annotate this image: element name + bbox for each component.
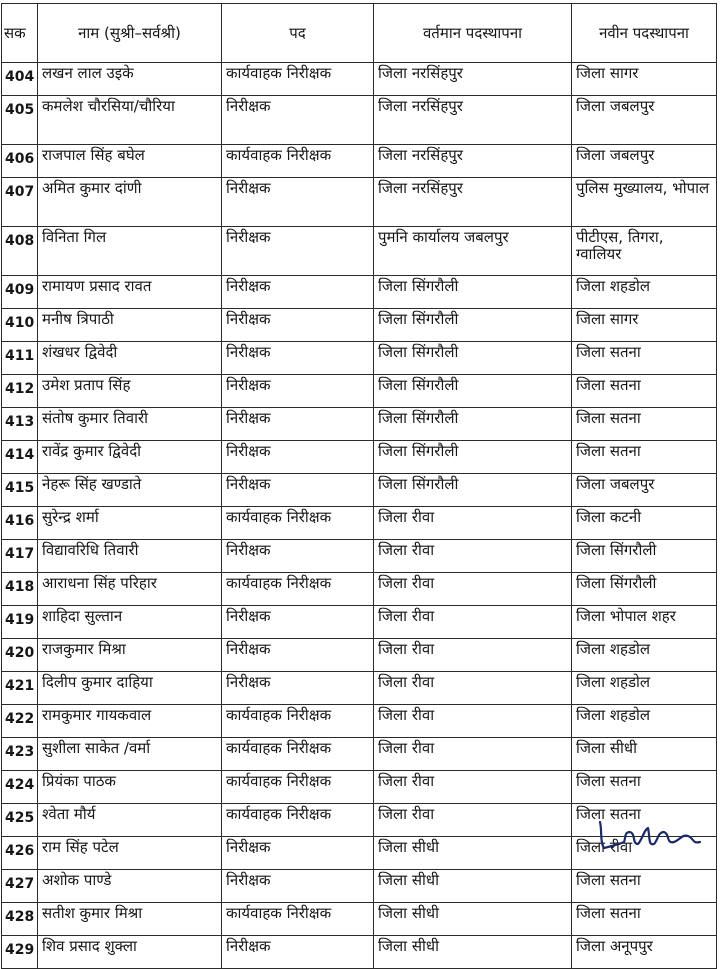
current-posting-cell: जिला सिंगरौली bbox=[374, 276, 572, 309]
table-row bbox=[2, 276, 717, 309]
new-posting-cell: जिला सतना bbox=[572, 375, 717, 408]
post-cell: निरीक्षक bbox=[222, 309, 374, 342]
current-posting-cell: जिला रीवा bbox=[374, 606, 572, 639]
new-posting-cell: जिला रीवा bbox=[572, 837, 717, 870]
table-row bbox=[2, 540, 717, 573]
current-posting-cell: जिला रीवा bbox=[374, 771, 572, 804]
new-posting-cell: पीटीएस, तिगरा, ग्वालियर bbox=[572, 227, 717, 276]
table-row bbox=[2, 705, 717, 738]
name-cell: राजपाल सिंह बघेल bbox=[38, 145, 222, 178]
name-cell: प्रियंका पाठक bbox=[38, 771, 222, 804]
serial-cell: 417 bbox=[2, 540, 38, 573]
serial-cell: 405 bbox=[2, 96, 38, 145]
table-row bbox=[2, 63, 717, 96]
current-posting-cell: जिला सीधी bbox=[374, 903, 572, 936]
post-cell: कार्यवाहक निरीक्षक bbox=[222, 145, 374, 178]
new-posting-cell: जिला सागर bbox=[572, 63, 717, 96]
serial-cell: 423 bbox=[2, 738, 38, 771]
post-cell: निरीक्षक bbox=[222, 474, 374, 507]
new-posting-cell: जिला सतना bbox=[572, 771, 717, 804]
serial-cell: 416 bbox=[2, 507, 38, 540]
name-cell: दिलीप कुमार दाहिया bbox=[38, 672, 222, 705]
table-row bbox=[2, 771, 717, 804]
post-cell: निरीक्षक bbox=[222, 441, 374, 474]
current-posting-cell: जिला नरसिंहपुर bbox=[374, 96, 572, 145]
current-posting-cell: जिला रीवा bbox=[374, 738, 572, 771]
post-cell: कार्यवाहक निरीक्षक bbox=[222, 573, 374, 606]
post-cell: निरीक्षक bbox=[222, 227, 374, 276]
name-cell: शाहिदा सुल्तान bbox=[38, 606, 222, 639]
serial-cell: 414 bbox=[2, 441, 38, 474]
name-cell: नेहरू सिंह खण्डाते bbox=[38, 474, 222, 507]
post-cell: निरीक्षक bbox=[222, 342, 374, 375]
post-cell: कार्यवाहक निरीक्षक bbox=[222, 771, 374, 804]
post-cell: निरीक्षक bbox=[222, 606, 374, 639]
current-posting-cell: जिला सिंगरौली bbox=[374, 309, 572, 342]
signature bbox=[594, 818, 704, 854]
table-row bbox=[2, 573, 717, 606]
serial-cell: 408 bbox=[2, 227, 38, 276]
post-cell: निरीक्षक bbox=[222, 672, 374, 705]
name-cell: राजकुमार मिश्रा bbox=[38, 639, 222, 672]
serial-cell: 422 bbox=[2, 705, 38, 738]
name-cell: संतोष कुमार तिवारी bbox=[38, 408, 222, 441]
name-cell: रामायण प्रसाद रावत bbox=[38, 276, 222, 309]
current-posting-cell: जिला सिंगरौली bbox=[374, 375, 572, 408]
post-cell: निरीक्षक bbox=[222, 540, 374, 573]
table-row bbox=[2, 375, 717, 408]
post-cell: कार्यवाहक निरीक्षक bbox=[222, 804, 374, 837]
current-posting-cell: जिला रीवा bbox=[374, 672, 572, 705]
serial-cell: 415 bbox=[2, 474, 38, 507]
new-posting-cell: जिला कटनी bbox=[572, 507, 717, 540]
name-cell: सुशीला साकेत /वर्मा bbox=[38, 738, 222, 771]
name-cell: विनिता गिल bbox=[38, 227, 222, 276]
new-posting-cell: जिला सीधी bbox=[572, 738, 717, 771]
current-posting-cell: जिला रीवा bbox=[374, 540, 572, 573]
new-posting-cell: जिला सतना bbox=[572, 441, 717, 474]
new-posting-cell: जिला शहडोल bbox=[572, 672, 717, 705]
serial-cell: 420 bbox=[2, 639, 38, 672]
serial-cell: 413 bbox=[2, 408, 38, 441]
name-cell: अशोक पाण्डे bbox=[38, 870, 222, 903]
table-row bbox=[2, 606, 717, 639]
current-posting-cell: जिला सिंगरौली bbox=[374, 408, 572, 441]
header-row bbox=[2, 4, 717, 63]
new-posting-cell: जिला जबलपुर bbox=[572, 96, 717, 145]
table-row bbox=[2, 96, 717, 145]
new-posting-cell: जिला शहडोल bbox=[572, 705, 717, 738]
table-row bbox=[2, 408, 717, 441]
header-new-posting: नवीन पदस्थापना bbox=[572, 4, 717, 63]
serial-cell: 419 bbox=[2, 606, 38, 639]
post-cell: कार्यवाहक निरीक्षक bbox=[222, 705, 374, 738]
name-cell: रावेंद्र कुमार द्विवेदी bbox=[38, 441, 222, 474]
post-cell: निरीक्षक bbox=[222, 837, 374, 870]
current-posting-cell: जिला नरसिंहपुर bbox=[374, 63, 572, 96]
new-posting-cell: जिला शहडोल bbox=[572, 639, 717, 672]
new-posting-cell: जिला सागर bbox=[572, 309, 717, 342]
post-cell: कार्यवाहक निरीक्षक bbox=[222, 63, 374, 96]
new-posting-cell: जिला सिंगरौली bbox=[572, 573, 717, 606]
table-row bbox=[2, 441, 717, 474]
serial-cell: 409 bbox=[2, 276, 38, 309]
table-row bbox=[2, 342, 717, 375]
table-row bbox=[2, 870, 717, 903]
serial-cell: 406 bbox=[2, 145, 38, 178]
current-posting-cell: जिला नरसिंहपुर bbox=[374, 178, 572, 227]
name-cell: सतीश कुमार मिश्रा bbox=[38, 903, 222, 936]
name-cell: उमेश प्रताप सिंह bbox=[38, 375, 222, 408]
current-posting-cell: जिला रीवा bbox=[374, 573, 572, 606]
name-cell: कमलेश चौरसिया/चौरिया bbox=[38, 96, 222, 145]
name-cell: राम सिंह पटेल bbox=[38, 837, 222, 870]
serial-cell: 411 bbox=[2, 342, 38, 375]
name-cell: श्वेता मौर्य bbox=[38, 804, 222, 837]
serial-cell: 407 bbox=[2, 178, 38, 227]
name-cell: लखन लाल उइके bbox=[38, 63, 222, 96]
table-row bbox=[2, 738, 717, 771]
post-cell: निरीक्षक bbox=[222, 408, 374, 441]
new-posting-cell: पुलिस मुख्यालय, भोपाल bbox=[572, 178, 717, 227]
name-cell: विद्यावरिधि तिवारी bbox=[38, 540, 222, 573]
current-posting-cell: जिला सिंगरौली bbox=[374, 474, 572, 507]
table-row bbox=[2, 936, 717, 969]
current-posting-cell: जिला सीधी bbox=[374, 870, 572, 903]
name-cell: आराधना सिंह परिहार bbox=[38, 573, 222, 606]
current-posting-cell: जिला रीवा bbox=[374, 804, 572, 837]
serial-cell: 404 bbox=[2, 63, 38, 96]
new-posting-cell: जिला जबलपुर bbox=[572, 474, 717, 507]
serial-cell: 412 bbox=[2, 375, 38, 408]
serial-cell: 427 bbox=[2, 870, 38, 903]
new-posting-cell: जिला सतना bbox=[572, 804, 717, 837]
post-cell: कार्यवाहक निरीक्षक bbox=[222, 507, 374, 540]
name-cell: अमित कुमार दांणी bbox=[38, 178, 222, 227]
post-cell: निरीक्षक bbox=[222, 639, 374, 672]
post-cell: कार्यवाहक निरीक्षक bbox=[222, 903, 374, 936]
current-posting-cell: जिला रीवा bbox=[374, 639, 572, 672]
serial-cell: 426 bbox=[2, 837, 38, 870]
table-row bbox=[2, 474, 717, 507]
name-cell: सुरेन्द्र शर्मा bbox=[38, 507, 222, 540]
post-cell: निरीक्षक bbox=[222, 870, 374, 903]
new-posting-cell: जिला सतना bbox=[572, 870, 717, 903]
post-cell: निरीक्षक bbox=[222, 375, 374, 408]
table-row bbox=[2, 309, 717, 342]
table-row bbox=[2, 639, 717, 672]
current-posting-cell: जिला रीवा bbox=[374, 507, 572, 540]
post-cell: निरीक्षक bbox=[222, 276, 374, 309]
name-cell: रामकुमार गायकवाल bbox=[38, 705, 222, 738]
serial-cell: 429 bbox=[2, 936, 38, 969]
name-cell: मनीष त्रिपाठी bbox=[38, 309, 222, 342]
table-row bbox=[2, 227, 717, 276]
new-posting-cell: जिला जबलपुर bbox=[572, 145, 717, 178]
post-cell: निरीक्षक bbox=[222, 96, 374, 145]
table-row bbox=[2, 507, 717, 540]
current-posting-cell: पुमनि कार्यालय जबलपुर bbox=[374, 227, 572, 276]
table-row bbox=[2, 145, 717, 178]
current-posting-cell: जिला नरसिंहपुर bbox=[374, 145, 572, 178]
new-posting-cell: जिला अनूपपुर bbox=[572, 936, 717, 969]
table-row bbox=[2, 903, 717, 936]
current-posting-cell: जिला सीधी bbox=[374, 936, 572, 969]
new-posting-cell: जिला भोपाल शहर bbox=[572, 606, 717, 639]
table-row bbox=[2, 672, 717, 705]
post-cell: कार्यवाहक निरीक्षक bbox=[222, 738, 374, 771]
header-current-posting: वर्तमान पदस्थापना bbox=[374, 4, 572, 63]
new-posting-cell: जिला सतना bbox=[572, 342, 717, 375]
serial-cell: 421 bbox=[2, 672, 38, 705]
current-posting-cell: जिला सिंगरौली bbox=[374, 342, 572, 375]
new-posting-cell: जिला सिंगरौली bbox=[572, 540, 717, 573]
header-name: नाम (सुश्री–सर्वश्री) bbox=[38, 4, 222, 63]
header-post: पद bbox=[222, 4, 374, 63]
serial-cell: 425 bbox=[2, 804, 38, 837]
serial-cell: 418 bbox=[2, 573, 38, 606]
serial-cell: 410 bbox=[2, 309, 38, 342]
new-posting-cell: जिला शहडोल bbox=[572, 276, 717, 309]
name-cell: शंखधर द्विवेदी bbox=[38, 342, 222, 375]
current-posting-cell: जिला सिंगरौली bbox=[374, 441, 572, 474]
serial-cell: 424 bbox=[2, 771, 38, 804]
serial-cell: 428 bbox=[2, 903, 38, 936]
post-cell: निरीक्षक bbox=[222, 178, 374, 227]
post-cell: निरीक्षक bbox=[222, 936, 374, 969]
table-row bbox=[2, 178, 717, 227]
current-posting-cell: जिला रीवा bbox=[374, 705, 572, 738]
new-posting-cell: जिला सतना bbox=[572, 408, 717, 441]
new-posting-cell: जिला सतना bbox=[572, 903, 717, 936]
name-cell: शिव प्रसाद शुक्ला bbox=[38, 936, 222, 969]
current-posting-cell: जिला सीधी bbox=[374, 837, 572, 870]
header-serial: सक bbox=[2, 4, 38, 63]
